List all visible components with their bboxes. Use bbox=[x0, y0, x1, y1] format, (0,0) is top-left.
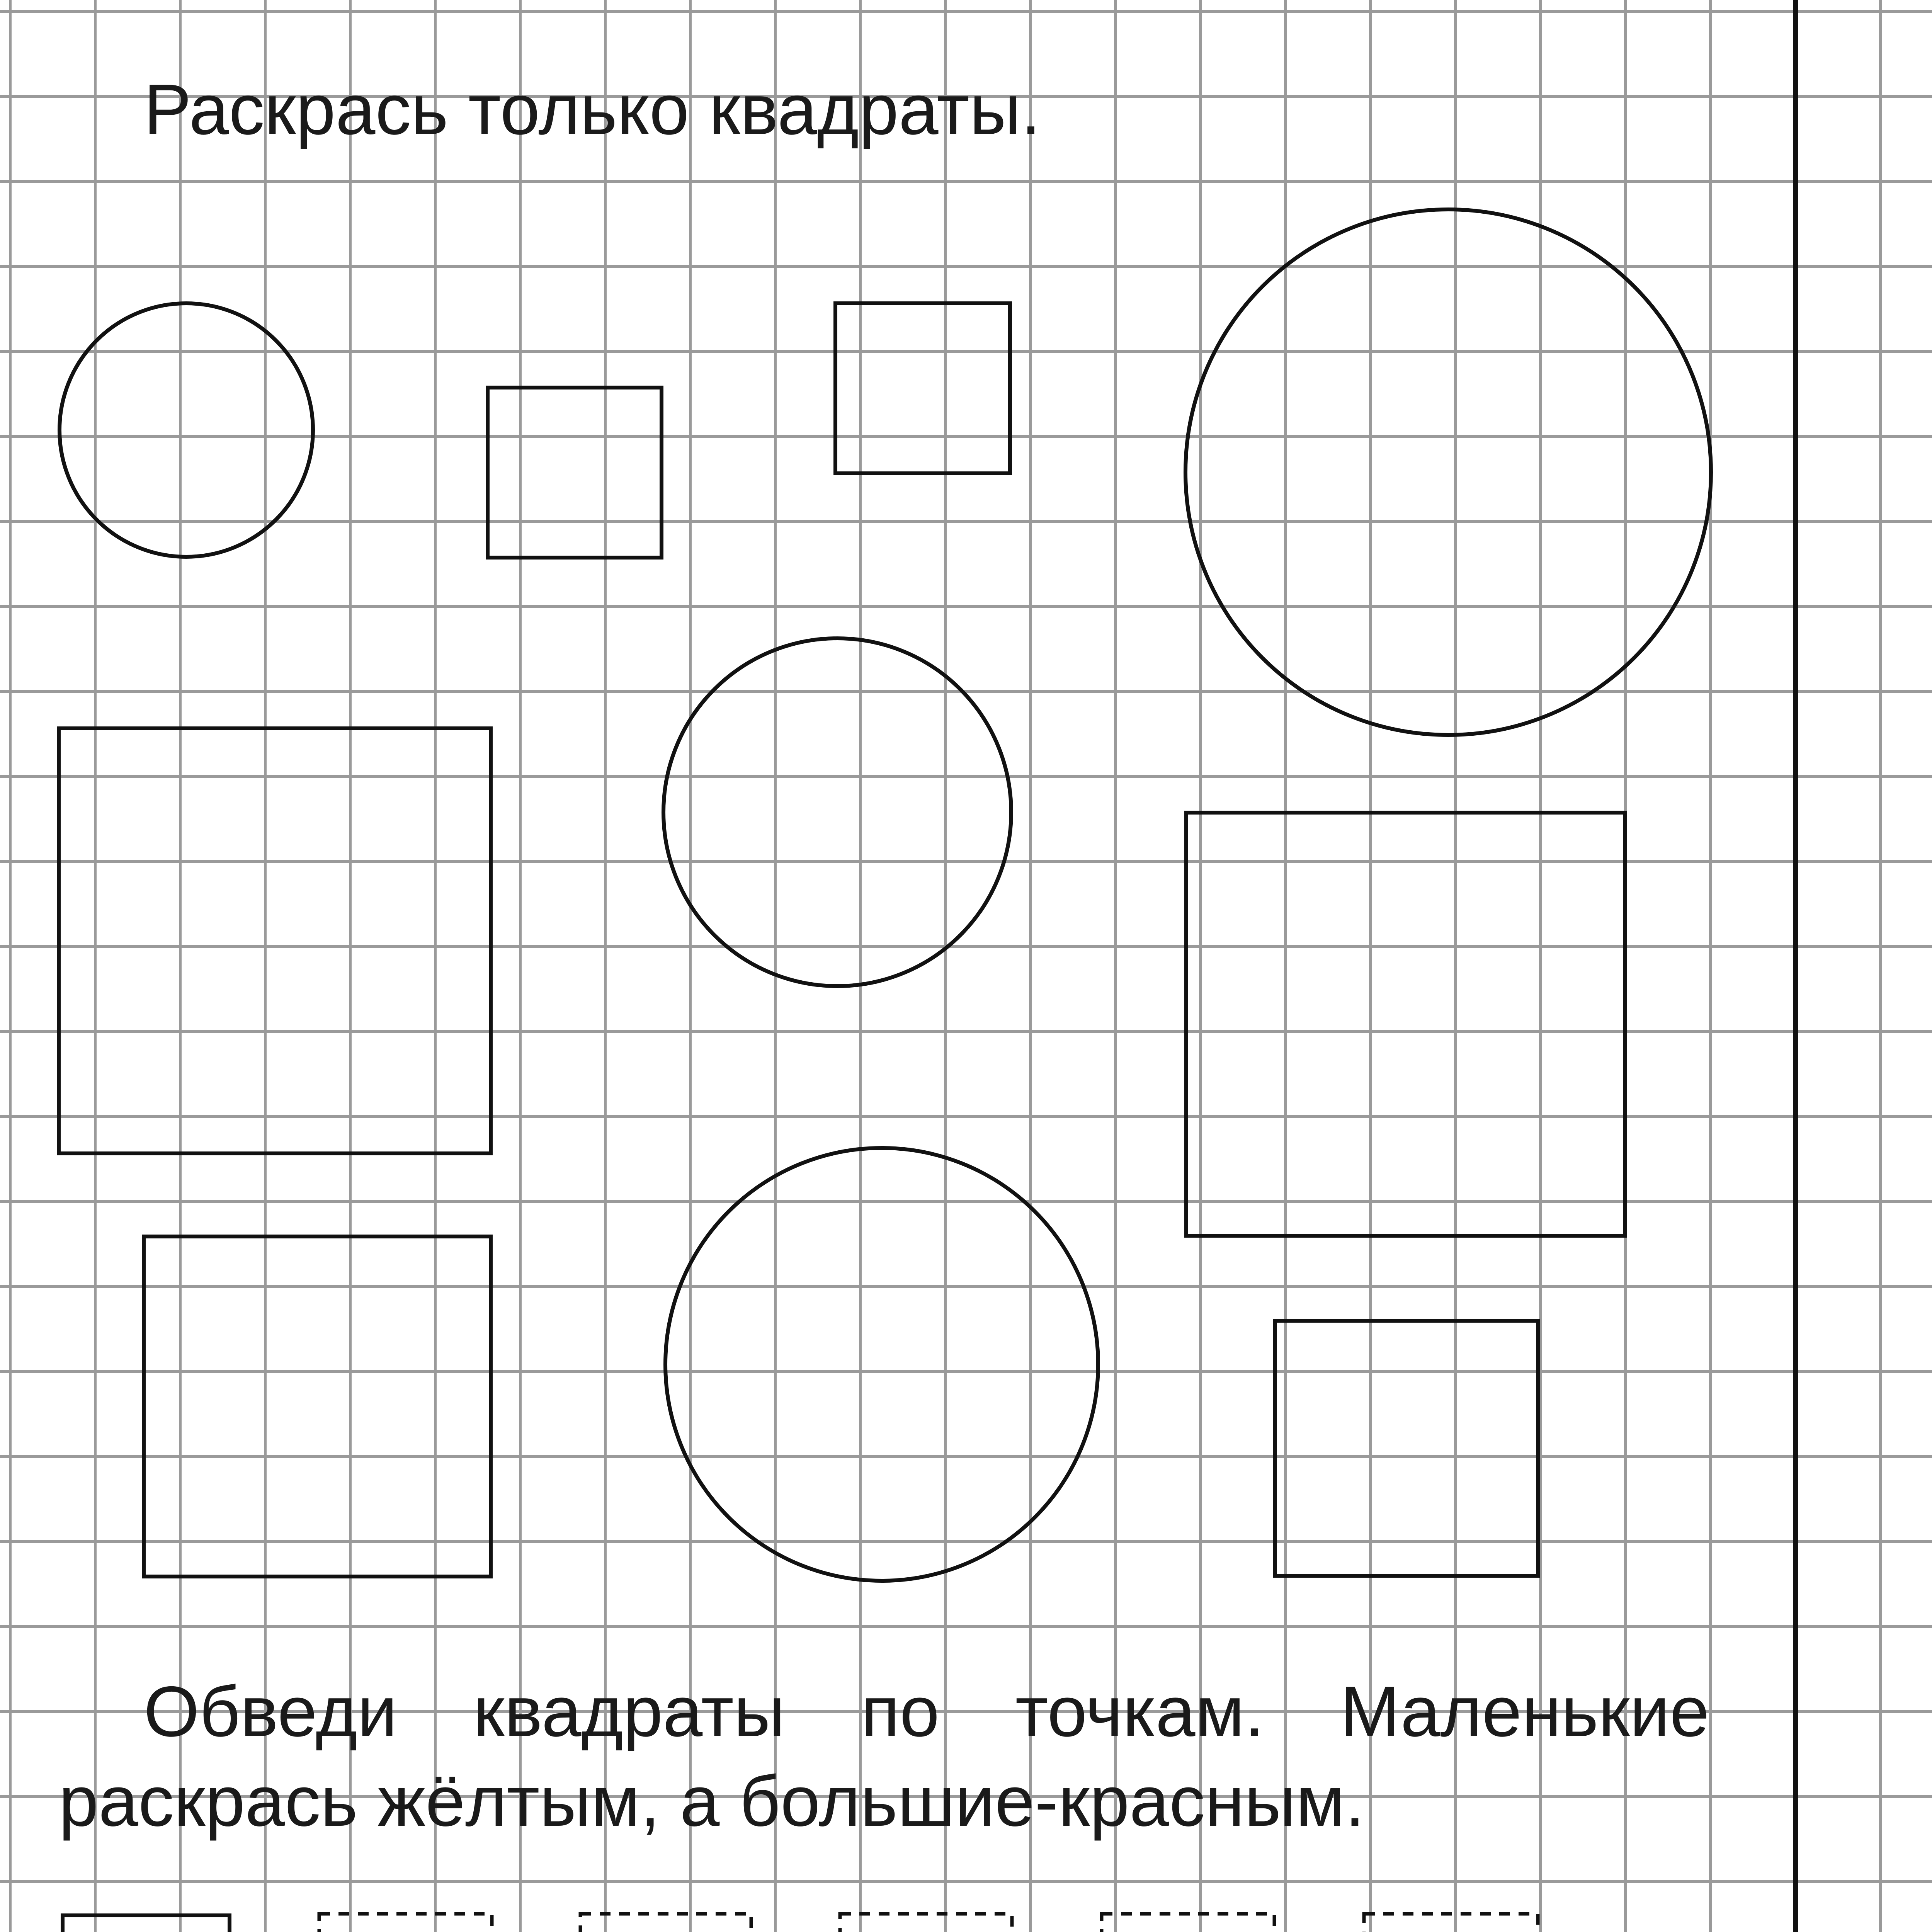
square-shape[interactable] bbox=[488, 388, 662, 558]
circle-shape[interactable] bbox=[663, 638, 1011, 986]
circle-shape[interactable] bbox=[60, 303, 313, 557]
circle-shape[interactable] bbox=[665, 1148, 1098, 1581]
circle-shape[interactable] bbox=[1185, 209, 1711, 735]
dotted-small-square[interactable] bbox=[319, 1914, 492, 1932]
square-shape[interactable] bbox=[835, 303, 1010, 473]
dotted-small-square[interactable] bbox=[1102, 1914, 1274, 1932]
dotted-small-square[interactable] bbox=[840, 1914, 1012, 1932]
sample-small-square bbox=[63, 1915, 230, 1932]
task1-instruction: Раскрась только квадраты. bbox=[144, 70, 1041, 150]
dotted-small-square[interactable] bbox=[1364, 1914, 1538, 1932]
square-shape[interactable] bbox=[59, 728, 491, 1153]
task2-instruction-line2: раскрась жёлтым, а большие-красным. bbox=[59, 1762, 1365, 1841]
square-shape[interactable] bbox=[1186, 813, 1625, 1236]
task2-instruction-line1: Обведи квадраты по точкам. Маленькие bbox=[144, 1672, 1709, 1752]
dotted-small-square[interactable] bbox=[580, 1914, 751, 1932]
square-shape[interactable] bbox=[144, 1236, 491, 1577]
square-shape[interactable] bbox=[1275, 1321, 1538, 1576]
